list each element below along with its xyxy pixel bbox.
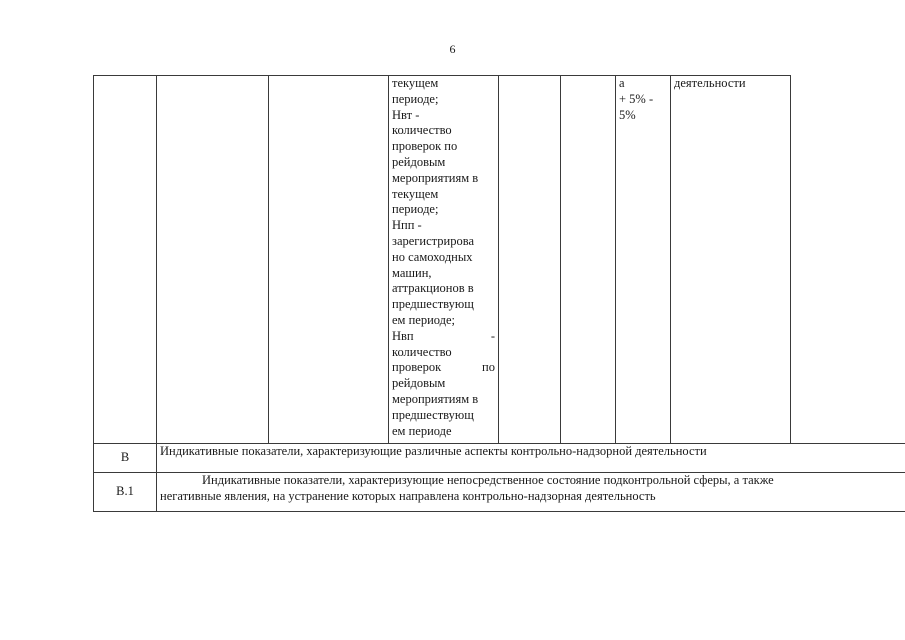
formula-line: количество bbox=[392, 344, 452, 359]
formula-line: аттракционов в bbox=[392, 281, 474, 296]
formula-word: по bbox=[482, 360, 495, 375]
cell-notes bbox=[671, 76, 791, 444]
formula-line: но самоходных bbox=[392, 249, 473, 264]
formula-line: Нвт - bbox=[392, 107, 420, 122]
formula-line: Нпп - bbox=[392, 218, 422, 233]
formula-line: ем периоде bbox=[392, 423, 452, 438]
nvp-symbol: Нвп bbox=[392, 328, 414, 343]
formula-line: количество bbox=[392, 123, 452, 138]
cell-indicator-name bbox=[157, 76, 269, 444]
cell-target-value bbox=[616, 76, 671, 444]
formula-line: рейдовым bbox=[392, 376, 446, 391]
formula-line: текущем bbox=[392, 76, 439, 90]
formula-line-justified bbox=[392, 360, 495, 376]
formula-line: предшествующ bbox=[392, 297, 474, 312]
cell-unit bbox=[499, 76, 561, 444]
continuation-row bbox=[94, 76, 905, 444]
formula-line: предшествующ bbox=[392, 407, 474, 422]
notes-text: деятельности bbox=[674, 76, 746, 90]
formula-line: проверок по bbox=[392, 139, 458, 154]
page-number: 6 bbox=[449, 42, 456, 56]
formula-line: текущем bbox=[392, 186, 439, 201]
nvp-dash: - bbox=[490, 328, 495, 343]
section-title: Индикативные показатели, характеризующие различные аспекты контрольно-надзорной деятельности bbox=[157, 444, 905, 473]
target-line: 5% bbox=[619, 107, 636, 122]
formula-line: периоде; bbox=[392, 91, 439, 106]
formula-line: мероприятиям в bbox=[392, 170, 479, 185]
cell-base-value bbox=[561, 76, 616, 444]
target-line: а bbox=[619, 76, 625, 90]
cell-formula bbox=[389, 76, 499, 444]
section-code: В bbox=[94, 444, 157, 473]
section-row-b bbox=[94, 444, 905, 473]
formula-line: мероприятиям в bbox=[392, 391, 479, 406]
formula-line-nvp bbox=[392, 329, 495, 345]
section-row-b1 bbox=[94, 473, 905, 512]
section-code: В.1 bbox=[94, 473, 157, 512]
formula-line: рейдовым bbox=[392, 154, 446, 169]
section-title-line: Индикативные показатели, характеризующие непосредственное состояние подконтрольной сферы, а также bbox=[202, 473, 774, 488]
indicators-table bbox=[93, 75, 905, 512]
section-title bbox=[157, 473, 905, 512]
formula-line: зарегистрирова bbox=[392, 233, 474, 248]
formula-line: ем периоде; bbox=[392, 312, 456, 327]
cell-description bbox=[269, 76, 389, 444]
target-line: + 5% - bbox=[619, 91, 654, 106]
cell-code bbox=[94, 76, 157, 444]
formula-line: машин, bbox=[392, 265, 432, 280]
section-title-line: негативные явления, на устранение которых направлена контрольно-надзорная деятельность bbox=[160, 489, 656, 504]
formula-word: проверок bbox=[392, 360, 442, 375]
formula-line: периоде; bbox=[392, 202, 439, 217]
